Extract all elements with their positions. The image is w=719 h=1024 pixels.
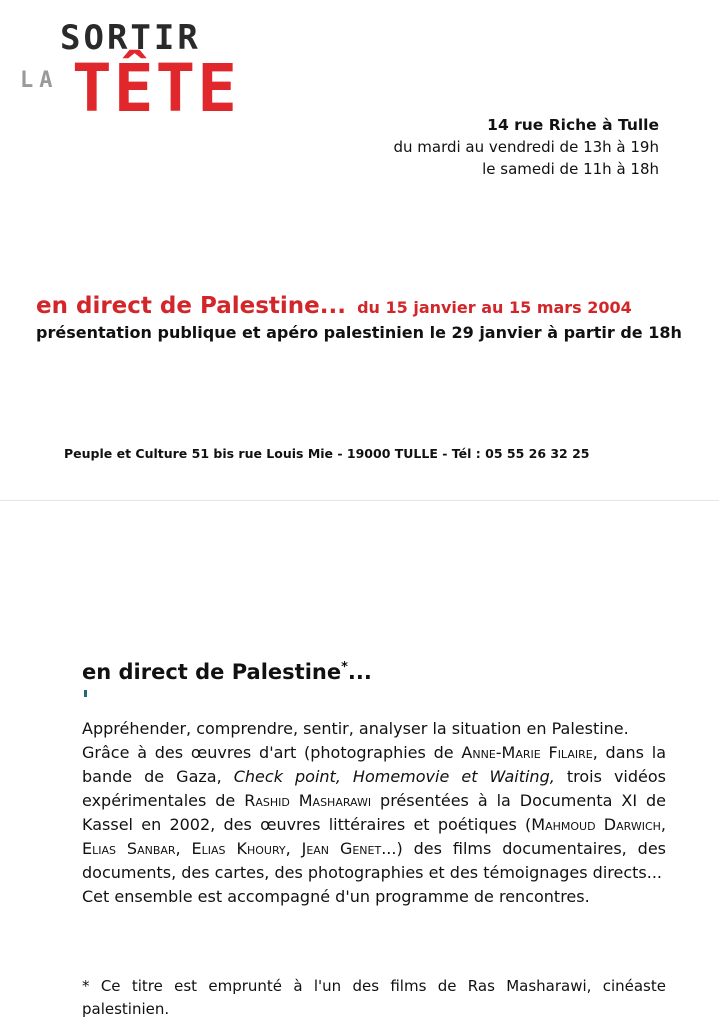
event-title: en direct de Palestine...: [36, 293, 346, 319]
text-run: Grâce à des œuvres d'art (photographies de: [82, 743, 462, 762]
weekday-hours: du mardi au vendredi de 13h à 19h: [393, 138, 659, 156]
body-text: [82, 717, 666, 909]
text-run: présentées à la Documenta XI de Kassel en 2002, des œuvres littéraires et poétiques (: [82, 791, 667, 834]
event-dates: du 15 janvier au 15 mars 2004: [357, 298, 632, 317]
text-run: ) des films documentaires, des documents, des cartes, des photographies et des témoignages directs...: [82, 839, 667, 882]
authors-list: Mahmoud Darwich, Elias Sanbar, Elias Khoury, Jean Genet...: [82, 815, 666, 858]
street-address: 14 rue Riche à Tulle: [487, 116, 659, 134]
saturday-hours: le samedi de 11h à 18h: [482, 160, 659, 178]
artist-name-masharawi: Rashid Masharawi: [244, 791, 372, 810]
text-run: trois vidéos expérimentales de: [82, 767, 667, 810]
logo-sortir: SORTIR: [60, 18, 201, 58]
event-subtitle: présentation publique et apéro palestinien le 29 janvier à partir de 18h: [36, 323, 682, 342]
intro-paragraph: Appréhender, comprendre, sentir, analyser la situation en Palestine.: [82, 719, 629, 738]
main-paragraph: [82, 741, 666, 885]
section-title-text: en direct de Palestine: [82, 660, 342, 684]
logo: [14, 18, 239, 168]
videos-title: Check point, Homemovie et Waiting,: [233, 767, 555, 786]
logo-tete: TÊTE: [72, 50, 239, 127]
artist-name-filaire: Anne-Marie Filaire: [461, 743, 593, 762]
text-run: , dans la bande de Gaza,: [82, 743, 667, 786]
event-headline: [36, 293, 696, 342]
footnote: * Ce titre est emprunté à l'un des films de Ras Masharawi, cinéaste palestinien.: [82, 977, 666, 1018]
address-block: [393, 114, 659, 180]
logo-la: LA: [20, 68, 59, 93]
section-title: [82, 660, 372, 684]
section-title-ellipsis: ...: [347, 660, 372, 684]
decorative-tick: [84, 690, 87, 697]
closing-paragraph: Cet ensemble est accompagné d'un programme de rencontres.: [82, 887, 590, 906]
card-divider: [0, 500, 719, 501]
section-title-star: *: [341, 660, 348, 675]
contact-line: Peuple et Culture 51 bis rue Louis Mie - 19000 TULLE - Tél : 05 55 26 32 25: [64, 446, 590, 461]
